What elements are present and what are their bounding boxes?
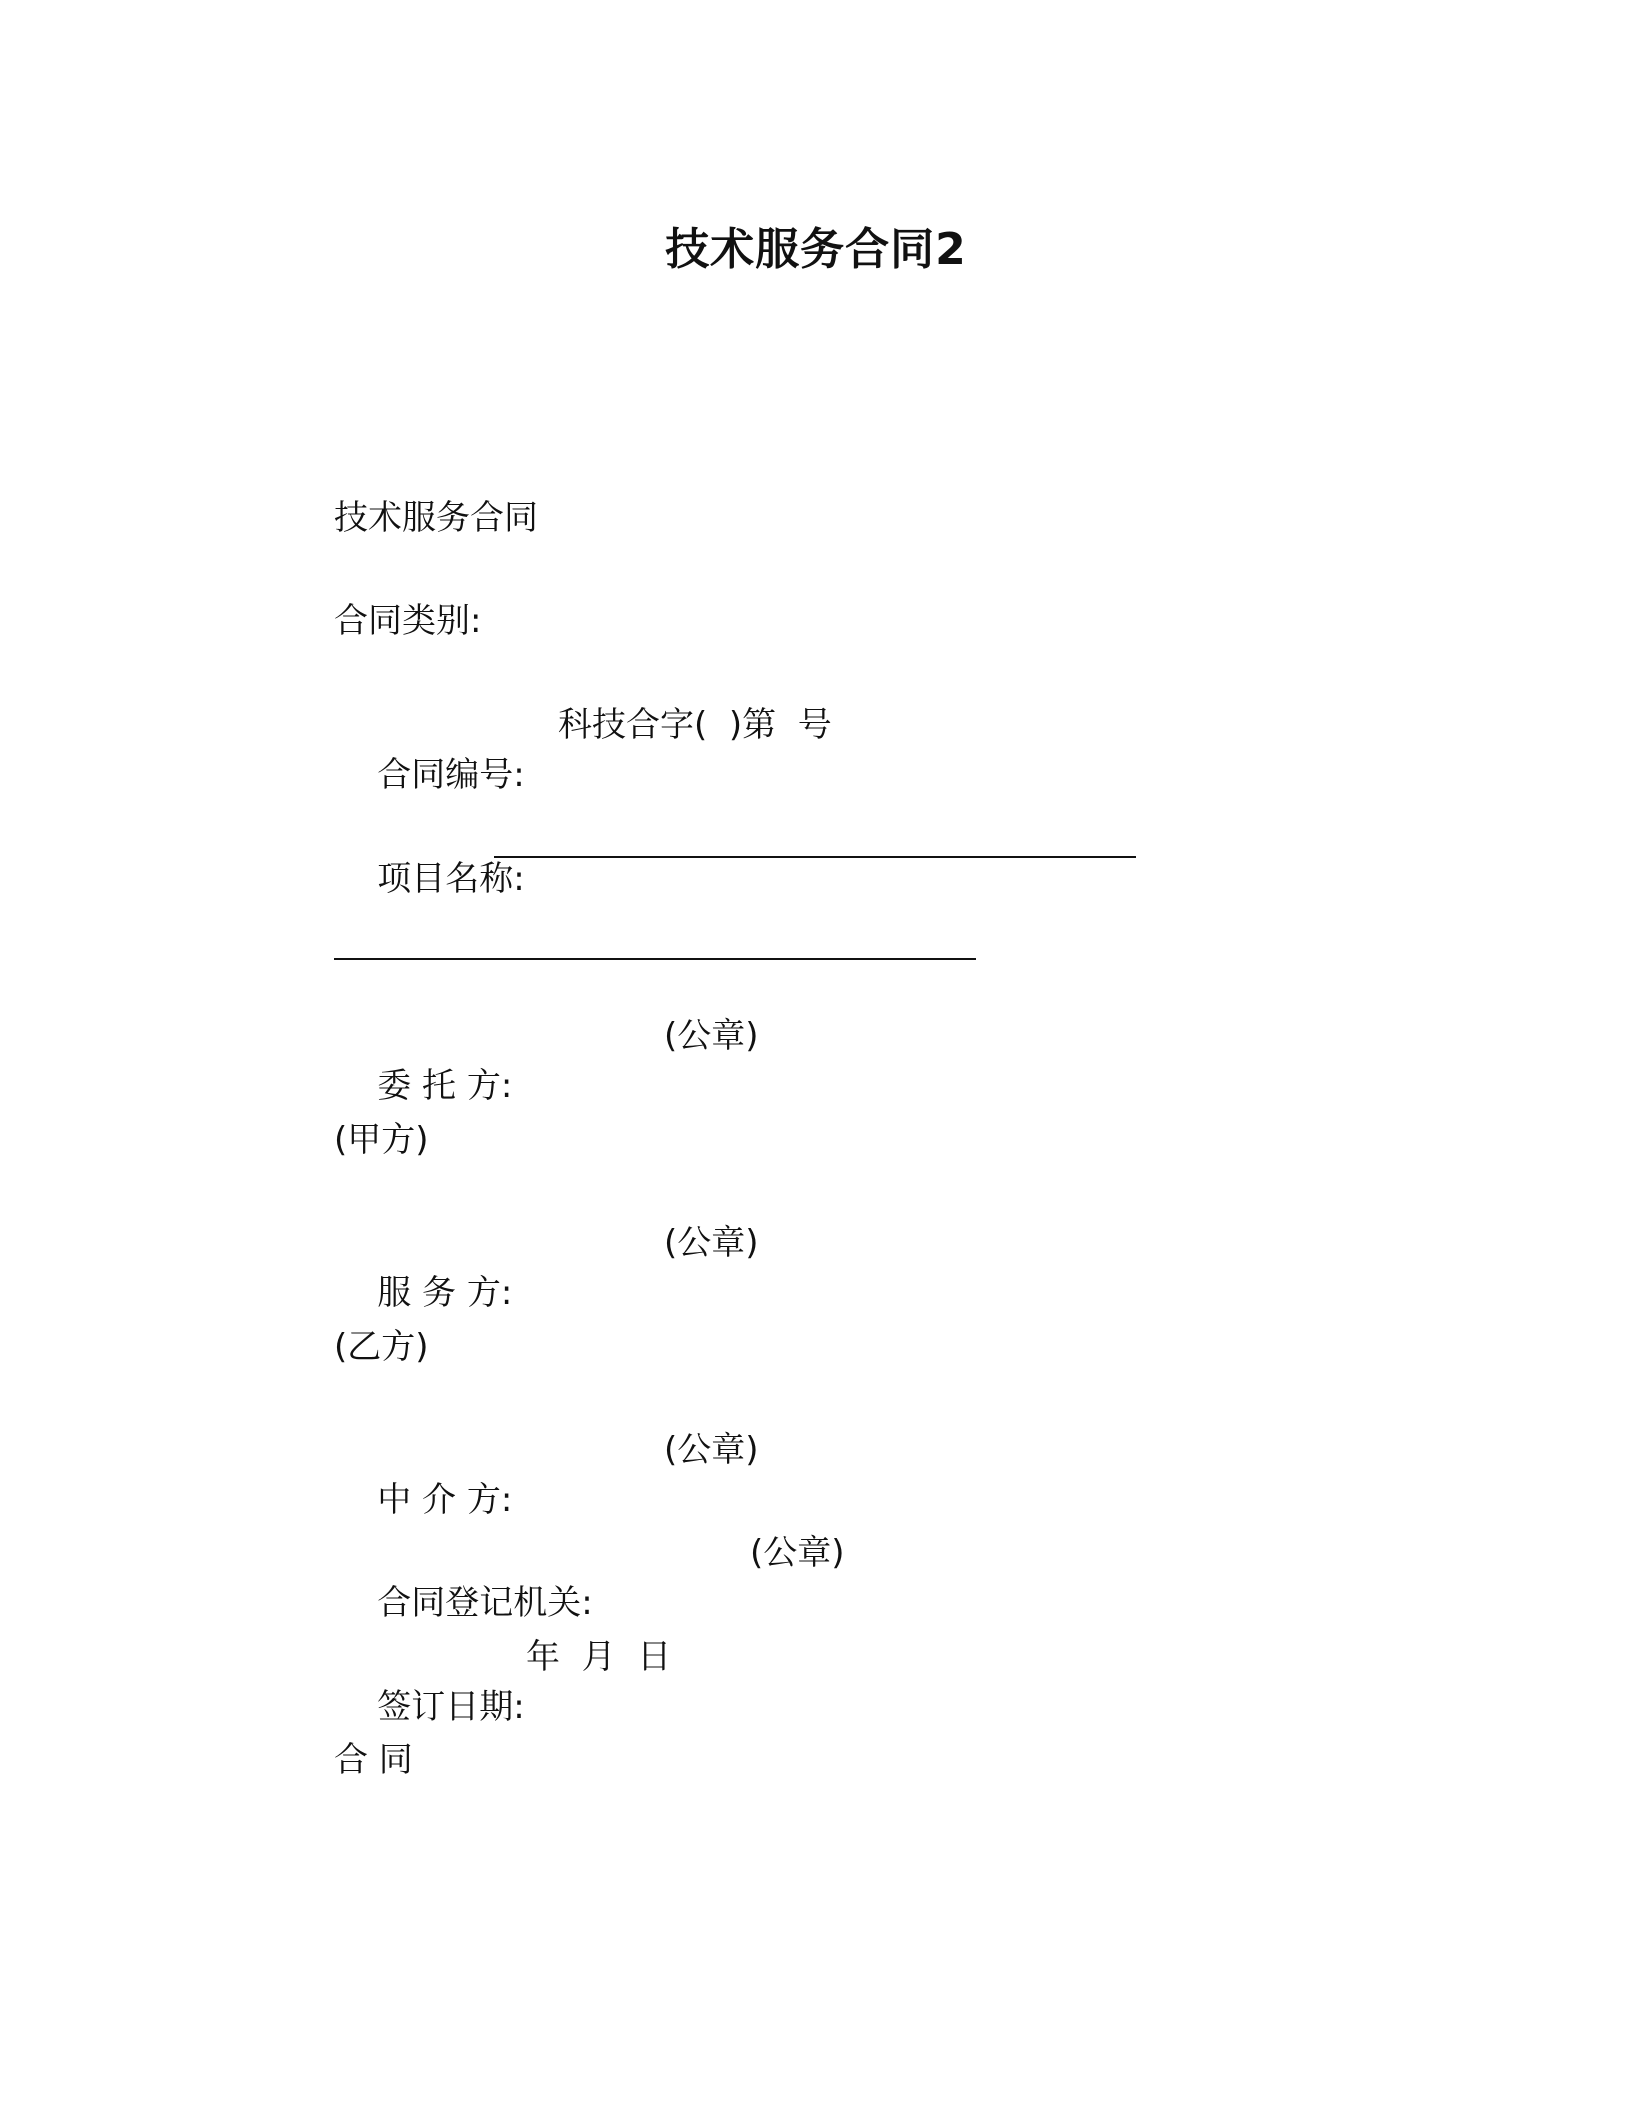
project-name-label: 项目名称: bbox=[377, 859, 525, 899]
document-title: 技术服务合同2 bbox=[665, 224, 967, 275]
signing-date-label: 签订日期: bbox=[377, 1687, 525, 1727]
contract-number-value: 科技合字( )第 号 bbox=[558, 705, 832, 745]
client-label: 委 托 方: bbox=[377, 1066, 513, 1106]
party-b-label: (乙方) bbox=[334, 1327, 429, 1367]
project-name-blank-line-1 bbox=[494, 856, 1136, 858]
provider-label: 服 务 方: bbox=[377, 1273, 513, 1313]
intermediary-seal: (公章) bbox=[664, 1430, 759, 1470]
project-name-row bbox=[334, 804, 525, 954]
contract-footer-text: 合 同 bbox=[334, 1740, 413, 1780]
project-name-blank-line-2 bbox=[334, 958, 976, 960]
contract-number-label: 合同编号: bbox=[377, 755, 525, 795]
signing-date-row bbox=[334, 1632, 672, 1832]
contract-heading: 技术服务合同 bbox=[334, 498, 538, 538]
provider-row bbox=[334, 1218, 759, 1418]
registration-seal: (公章) bbox=[750, 1533, 845, 1573]
intermediary-label: 中 介 方: bbox=[377, 1480, 513, 1520]
signing-date-value: 年 月 日 bbox=[526, 1637, 672, 1677]
client-row bbox=[334, 1011, 759, 1211]
contract-category-label: 合同类别: bbox=[334, 601, 482, 641]
client-seal: (公章) bbox=[664, 1016, 759, 1056]
party-a-label: (甲方) bbox=[334, 1120, 429, 1160]
registration-label: 合同登记机关: bbox=[377, 1583, 593, 1623]
provider-seal: (公章) bbox=[664, 1223, 759, 1263]
